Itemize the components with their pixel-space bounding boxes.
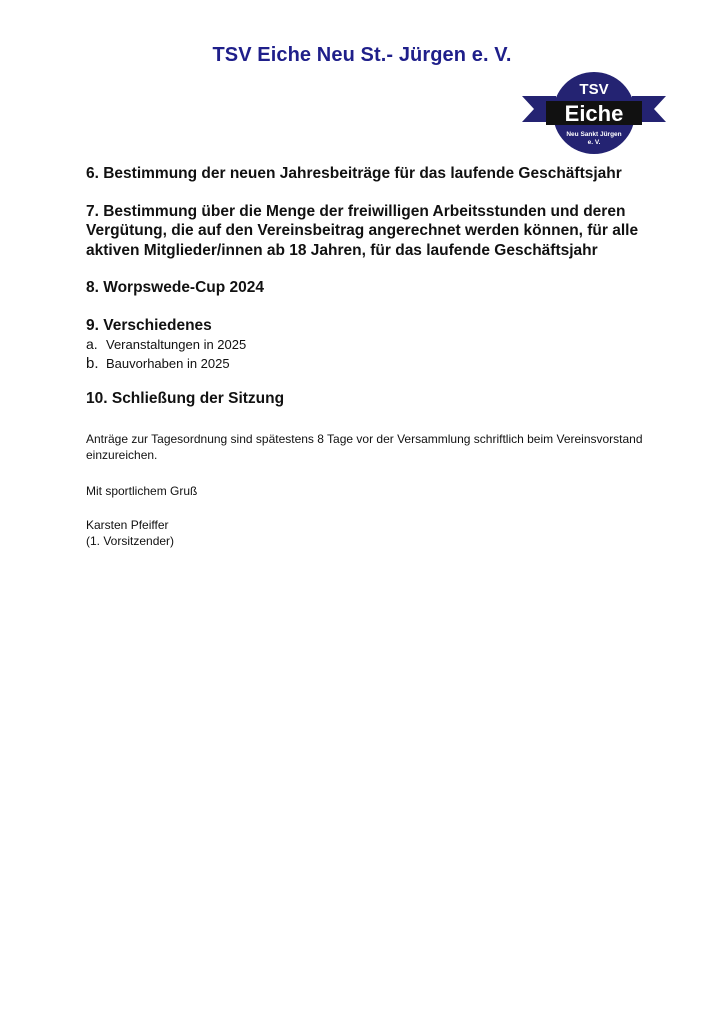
agenda-item-9: 9. Verschiedenes xyxy=(86,316,212,334)
agenda-item-10: 10. Schließung der Sitzung xyxy=(86,390,285,407)
logo-main-text: Eiche xyxy=(564,101,624,126)
sub-item-text: Bauvorhaben in 2025 xyxy=(106,356,230,371)
sub-item-b xyxy=(86,354,646,373)
agenda-item-8: 8. Worpswede-Cup 2024 xyxy=(86,279,265,296)
signer-name: Karsten Pfeiffer xyxy=(86,517,169,532)
signer-role: (1. Vorsitzender) xyxy=(86,533,175,548)
sub-item-letter: b. xyxy=(86,355,99,372)
greeting: Mit sportlichem Gruß xyxy=(86,483,198,498)
submission-notice: Anträge zur Tagesordnung sind spätestens 8 Tage vor der Versammlung schriftlich beim Vereinsvorstand einzureichen. xyxy=(86,431,643,462)
sub-item-letter: a. xyxy=(86,336,98,352)
sub-item-text: Veranstaltungen in 2025 xyxy=(106,337,247,352)
logo-line2-text: e. V. xyxy=(587,139,601,146)
club-logo xyxy=(520,70,668,156)
agenda-item-7: 7. Bestimmung über die Menge der freiwilligen Arbeitsstunden und deren Vergütung, die auf den Vereinsbeitrag angerechnet werden können, für alle aktiven Mitglieder/innen ab 18 Jahren, für das laufende Geschäftsjahr xyxy=(86,202,639,259)
sub-item-a xyxy=(86,335,646,354)
agenda-item-9-sublist xyxy=(86,335,646,373)
page-title: TSV Eiche Neu St.- Jürgen e. V. xyxy=(212,44,512,66)
logo-top-text: TSV xyxy=(579,81,609,98)
agenda-item-6: 6. Bestimmung der neuen Jahresbeiträge für das laufende Geschäftsjahr xyxy=(86,165,622,182)
document-body xyxy=(86,164,646,549)
logo-line1-text: Neu Sankt Jürgen xyxy=(566,131,622,138)
